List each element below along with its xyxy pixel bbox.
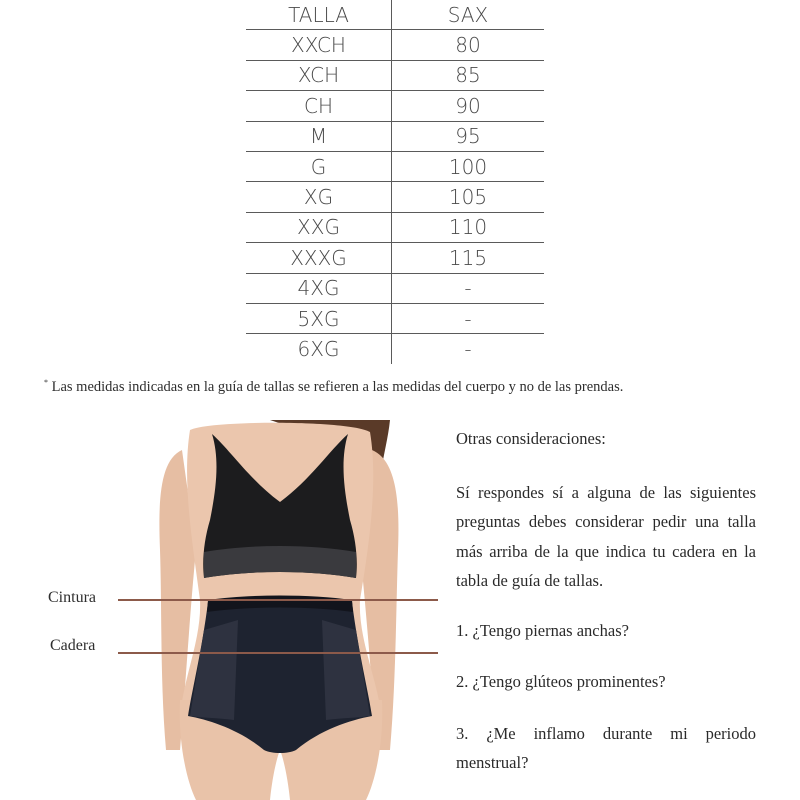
footnote (44, 378, 764, 396)
size-cell: CH (246, 91, 392, 121)
considerations-section (456, 424, 756, 778)
table-row (246, 273, 544, 303)
table-row (246, 243, 544, 273)
size-cell: XCH (246, 60, 392, 90)
footnote-text: Las medidas indicadas en la guía de tallas se refieren a las medidas del cuerpo y no de las prendas. (51, 379, 624, 395)
column-header-talla: TALLA (246, 0, 392, 30)
table-row (246, 334, 544, 364)
waist-line (118, 599, 438, 601)
value-cell: - (392, 303, 545, 333)
value-cell: 80 (392, 30, 545, 60)
value-cell: - (392, 273, 545, 303)
question-item: 3. ¿Me inflamo durante mi periodo menstrual? (456, 723, 756, 772)
column-header-sax: SAX (392, 0, 545, 30)
value-cell: 105 (392, 182, 545, 212)
table-row (246, 212, 544, 242)
model-photo (120, 420, 440, 800)
table-row (246, 91, 544, 121)
footnote-marker: * (44, 378, 48, 387)
table-header-row (246, 0, 544, 30)
size-cell: G (246, 151, 392, 181)
considerations-intro: Sí respondes sí a alguna de las siguientes preguntas debes considerar pedir una talla más arriba de la que indica tu cadera en la tabla de guía de tallas. (456, 482, 756, 590)
table-row (246, 151, 544, 181)
size-cell: 4XG (246, 273, 392, 303)
question-item: 2. ¿Tengo glúteos prominentes? (456, 672, 666, 691)
waist-label: Cintura (48, 589, 96, 606)
size-cell: 5XG (246, 303, 392, 333)
size-cell: XXXG (246, 243, 392, 273)
value-cell: 95 (392, 121, 545, 151)
table-row (246, 30, 544, 60)
value-cell: 110 (392, 212, 545, 242)
table-row (246, 303, 544, 333)
hip-line (118, 652, 438, 654)
table-row (246, 121, 544, 151)
size-cell: XXCH (246, 30, 392, 60)
size-cell: XG (246, 182, 392, 212)
value-cell: 100 (392, 151, 545, 181)
value-cell: - (464, 336, 472, 361)
table-row (246, 60, 544, 90)
value-cell: 85 (392, 60, 545, 90)
value-cell: 115 (392, 243, 545, 273)
hip-label: Cadera (50, 637, 96, 654)
size-table (246, 0, 544, 364)
considerations-heading: Otras consideraciones: (456, 429, 606, 448)
size-cell: 6XG (246, 334, 392, 364)
size-cell: XXG (246, 212, 392, 242)
table-row (246, 182, 544, 212)
question-item: 1. ¿Tengo piernas anchas? (456, 620, 629, 640)
value-cell: 90 (392, 91, 545, 121)
size-cell: M (246, 121, 392, 151)
